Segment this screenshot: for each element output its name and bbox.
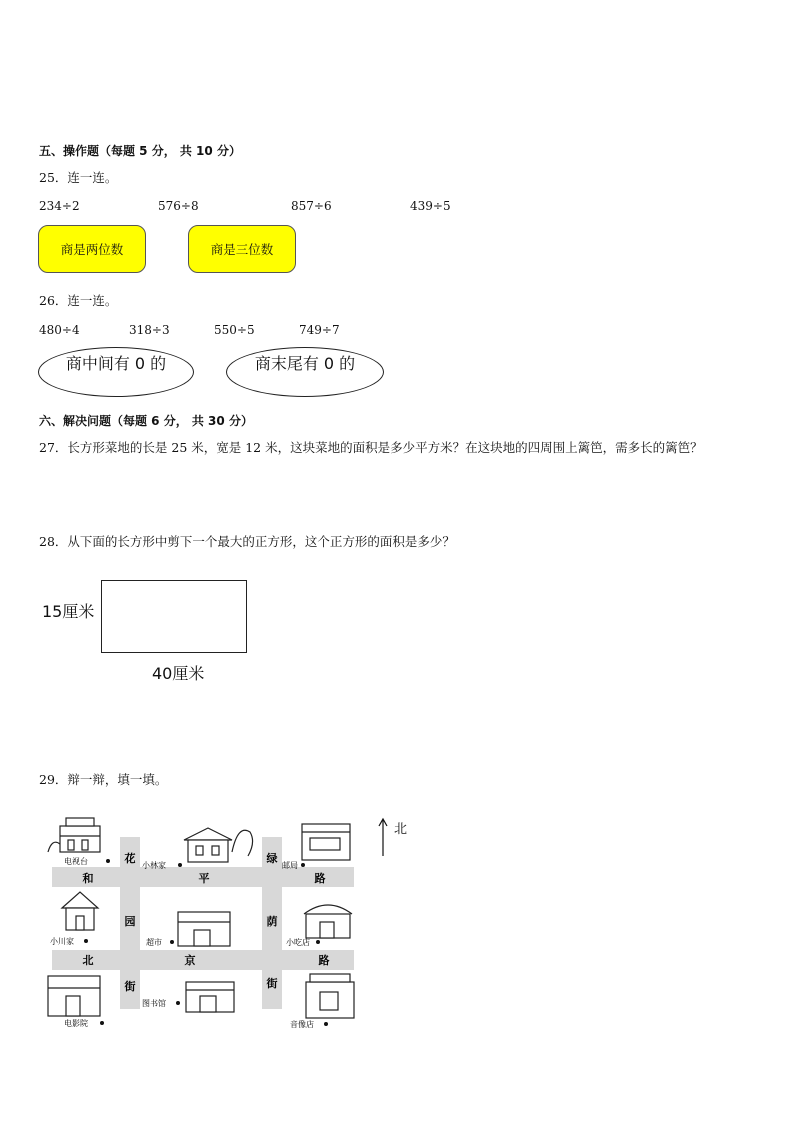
question-26-label: 26．连一连。 — [39, 293, 118, 308]
question-25-label: 25．连一连。 — [39, 170, 118, 185]
question-28-text: 28．从下面的长方形中剪下一个最大的正方形，这个正方形的面积是多少？ — [39, 534, 455, 549]
q26-expr-3: 550÷5 — [214, 323, 255, 337]
q25-expr-4: 439÷5 — [410, 199, 451, 213]
street-char: 绿 — [266, 852, 278, 865]
place-dot — [316, 940, 320, 944]
place-dot — [106, 859, 110, 863]
q26-expr-2: 318÷3 — [129, 323, 170, 337]
place-label: 小川家 — [50, 937, 74, 946]
street-char: 街 — [124, 980, 136, 993]
place-dot — [301, 863, 305, 867]
building-supermarket — [178, 912, 230, 946]
street-char: 北 — [82, 954, 94, 967]
building-library — [186, 982, 234, 1012]
q26-oval-1-text: 商中间有 0 的 — [65, 353, 167, 373]
street-char: 荫 — [266, 915, 278, 928]
place-dot — [176, 1001, 180, 1005]
place-dot — [170, 940, 174, 944]
building-tv-station — [48, 818, 100, 852]
question-27-text: 27．长方形菜地的长是 25 米，宽是 12 米，这块菜地的面积是多少平方米？在这块地的四周围上篱笆，需多长的篱笆？ — [39, 440, 703, 455]
road-beijing — [52, 950, 354, 970]
building-audio-store — [306, 974, 354, 1018]
q26-oval-end-zero — [226, 347, 384, 397]
street-char: 平 — [198, 872, 210, 885]
place-label: 邮局 — [282, 861, 298, 870]
place-label: 电视台 — [64, 857, 88, 866]
q25-bubble-two-digit — [38, 225, 146, 273]
place-dot — [178, 863, 182, 867]
q29-street-map — [38, 812, 368, 1034]
q25-bubble-1-text: 商是两位数 — [60, 242, 124, 257]
street-char: 花 — [124, 852, 136, 865]
place-dot — [84, 939, 88, 943]
street-char: 路 — [318, 954, 330, 967]
q28-width-label: 40厘米 — [152, 664, 205, 683]
place-label: 小吃店 — [286, 938, 310, 947]
place-label: 小林家 — [142, 861, 166, 870]
q25-expr-2: 576÷8 — [158, 199, 199, 213]
q25-expr-1: 234÷2 — [39, 199, 80, 213]
place-label: 图书馆 — [142, 999, 166, 1008]
q26-oval-middle-zero — [38, 347, 194, 397]
building-xiaochuan-home — [62, 892, 98, 930]
place-label: 电影院 — [64, 1019, 88, 1028]
building-post-office — [302, 824, 350, 860]
place-dot — [100, 1021, 104, 1025]
place-label: 超市 — [146, 938, 162, 947]
q26-expr-4: 749÷7 — [299, 323, 340, 337]
street-char: 路 — [314, 872, 326, 885]
q25-expr-3: 857÷6 — [291, 199, 332, 213]
building-xiaolin-home — [184, 828, 253, 862]
building-snack-shop — [304, 905, 352, 938]
street-char: 街 — [266, 977, 278, 990]
q26-expr-1: 480÷4 — [39, 323, 80, 337]
section-5-title: 五、操作题（每题 5 分， 共 10 分） — [39, 144, 241, 158]
q26-oval-2-text: 商末尾有 0 的 — [254, 353, 356, 373]
q25-bubble-three-digit — [188, 225, 296, 273]
question-29-text: 29．辩一辩，填一填。 — [39, 772, 168, 787]
q28-height-label: 15厘米 — [42, 602, 95, 621]
place-label: 音像店 — [290, 1020, 314, 1029]
q28-rectangle — [101, 580, 247, 653]
q25-bubble-2-text: 商是三位数 — [210, 242, 274, 257]
north-label: 北 — [394, 822, 408, 837]
section-6-title: 六、解决问题（每题 6 分， 共 30 分） — [39, 414, 253, 428]
place-dot — [324, 1022, 328, 1026]
street-char: 园 — [124, 915, 136, 928]
street-char: 和 — [82, 872, 94, 885]
building-cinema — [48, 976, 100, 1016]
street-char: 京 — [184, 954, 196, 967]
